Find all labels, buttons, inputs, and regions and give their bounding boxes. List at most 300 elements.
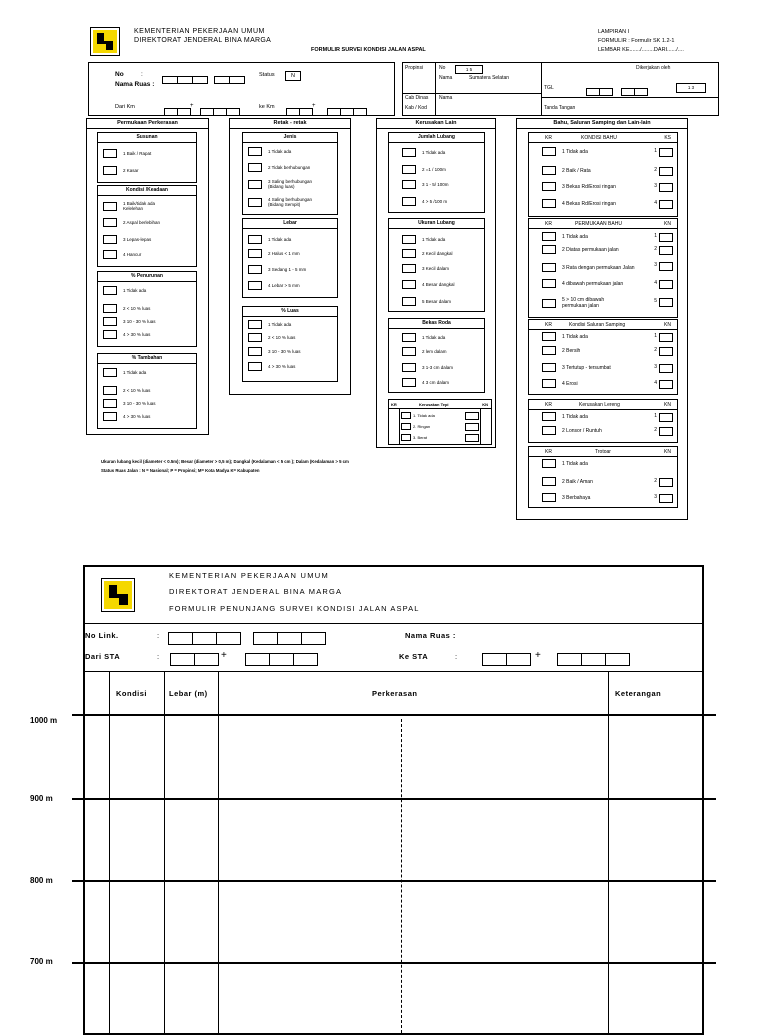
tepi-kn-label: KN <box>482 402 488 407</box>
tro-subtitle: Trotoar <box>595 449 611 455</box>
sal-subtitle: Kondisi Saluran Samping <box>569 322 626 328</box>
list-item[interactable] <box>402 333 445 342</box>
checkbox[interactable] <box>248 281 262 290</box>
bekas-roda-title: Bekas Roda <box>389 319 484 329</box>
list-item[interactable] <box>401 412 435 419</box>
option-label: 1 Tidak ada <box>268 149 292 154</box>
ministry-title: KEMENTERIAN PEKERJAAN UMUM <box>169 571 330 580</box>
option-label: 4 Saling berhubungan (Bidang Sempit) <box>268 197 313 207</box>
checkbox[interactable] <box>248 249 262 258</box>
list-item[interactable] <box>103 286 146 295</box>
list-item[interactable] <box>402 165 446 174</box>
ke-km-plus: + <box>312 103 316 109</box>
list-item[interactable] <box>103 317 156 326</box>
tepi-title: Kerusakan Tepi <box>419 402 449 407</box>
luas-section <box>242 306 338 382</box>
list-item[interactable] <box>248 281 300 290</box>
tepi-kr-label: KR <box>391 402 397 407</box>
tepi-kn-checkbox[interactable] <box>465 434 479 442</box>
list-item[interactable] <box>103 166 139 175</box>
kerusakan-lereng-section: KR Kerusakan Lereng KN 1 Tidak ada 2 Lonsor / Runtuh 1 2 <box>528 399 678 443</box>
option-label: 2. Ringan <box>413 424 431 429</box>
checkbox[interactable] <box>103 412 117 421</box>
checkbox[interactable] <box>402 333 416 342</box>
list-item[interactable] <box>542 459 588 468</box>
list-item[interactable] <box>248 347 301 356</box>
no-label: No <box>115 71 124 78</box>
checkbox[interactable] <box>402 378 416 387</box>
ministry-title: KEMENTERIAN PEKERJAAN UMUM <box>134 28 265 35</box>
list-item[interactable] <box>402 363 453 372</box>
list-item[interactable] <box>542 426 602 435</box>
kerusakan-lain-panel <box>376 118 496 448</box>
option-label: 1 Tidak ada <box>268 322 292 327</box>
list-item[interactable] <box>103 149 151 158</box>
kn-checkbox[interactable] <box>659 494 673 503</box>
list-item[interactable] <box>248 362 295 371</box>
list-item[interactable] <box>542 346 580 355</box>
ler-subtitle: Kerusakan Lereng <box>579 402 620 408</box>
option-label: 1 Tidak ada <box>562 333 588 340</box>
option-label: 2 Kecil dangkal <box>422 251 453 256</box>
no-input[interactable] <box>162 71 245 89</box>
option-label: 1 Tidak ada <box>422 335 446 340</box>
no-link-label: No Link. <box>85 631 119 640</box>
bahu-panel <box>516 118 688 520</box>
jumlah-lubang-section <box>388 132 485 213</box>
list-item[interactable] <box>103 201 157 211</box>
list-item[interactable] <box>103 386 150 395</box>
bahu-title: Bahu, Saluran Samping dan Lain-lain <box>517 119 687 129</box>
option-label: 3 10 - 30 % luas <box>268 349 301 354</box>
kerusakan-tepi-section <box>388 399 492 445</box>
propinsi-no-label: No <box>439 65 446 71</box>
list-item[interactable] <box>103 250 141 259</box>
option-label: 2 Aspal berlebihan <box>123 220 161 225</box>
list-item[interactable] <box>402 347 447 356</box>
checkbox[interactable] <box>103 166 117 175</box>
option-label: 2 Baik / Aman <box>562 478 593 485</box>
ler-kr-label: KR <box>545 402 552 408</box>
checkbox[interactable] <box>542 459 556 468</box>
sal-kn-label: KN <box>664 322 671 328</box>
list-item[interactable] <box>248 265 306 274</box>
dari-sta-colon: : <box>157 652 160 661</box>
propinsi-code-field[interactable]: 1 5 <box>455 65 483 74</box>
checkbox[interactable] <box>248 362 262 371</box>
checkbox[interactable] <box>542 332 556 341</box>
list-item[interactable] <box>103 304 150 313</box>
checkbox[interactable] <box>542 182 556 191</box>
option-label: 3 Lepas-lepas <box>123 237 152 242</box>
dari-sta-plus: + <box>221 650 227 661</box>
perm-subtitle: PERMUKAAN BAHU <box>575 221 622 227</box>
list-item[interactable] <box>401 434 427 441</box>
list-item[interactable] <box>542 147 588 156</box>
form-title: FORMULIR SURVEI KONDISI JALAN ASPAL <box>311 47 426 53</box>
checkbox[interactable] <box>542 232 556 241</box>
checkbox[interactable] <box>542 279 556 288</box>
option-label: 3 Kecil dalam <box>422 266 450 271</box>
checkbox[interactable] <box>542 199 556 208</box>
ke-sta-label: Ke STA <box>399 652 429 661</box>
list-item[interactable] <box>402 249 453 258</box>
tgl-year-field[interactable]: 1 3 <box>676 83 706 93</box>
checkbox[interactable] <box>542 379 556 388</box>
checkbox[interactable] <box>103 304 117 313</box>
station-label: 1000 m <box>30 716 58 725</box>
checkbox[interactable] <box>542 363 556 372</box>
lebar-title: Lebar <box>243 219 337 229</box>
jumlah-lubang-title: Jumlah Lubang <box>389 133 484 143</box>
trotoar-section: KR Trotoar KN 1 Tidak ada 2 Baik / Aman 3 Berbahaya 2 3 <box>528 446 678 508</box>
option-label: 5 > 10 cm dibawah permukaan jalan <box>562 297 605 309</box>
option-label: 5 Besar dalam <box>422 299 452 304</box>
checkbox[interactable] <box>542 346 556 355</box>
checkbox[interactable] <box>402 180 416 189</box>
kn-checkbox[interactable] <box>659 298 673 307</box>
option-label: 1 Tidak ada <box>422 237 446 242</box>
list-item[interactable] <box>542 245 619 254</box>
checkbox[interactable] <box>103 317 117 326</box>
dari-km-label: Dari Km <box>115 104 135 110</box>
option-label: 4 Lebar > 5 mm <box>268 283 300 288</box>
bahu-subtitle: KONDISI BAHU <box>581 135 617 141</box>
kn-checkbox[interactable] <box>659 413 673 422</box>
ke-sta-plus: + <box>535 650 541 661</box>
list-item[interactable] <box>103 399 156 408</box>
kn-checkbox[interactable] <box>659 280 673 289</box>
tanda-tangan-label: Tanda Tangan <box>544 105 576 111</box>
kn-checkbox[interactable] <box>659 478 673 487</box>
checkbox[interactable] <box>103 202 117 211</box>
list-item[interactable] <box>103 235 151 244</box>
checkbox[interactable] <box>542 477 556 486</box>
province-box <box>402 62 542 116</box>
road-id-box <box>88 62 395 116</box>
checkbox[interactable] <box>248 265 262 274</box>
kn-checkbox[interactable] <box>659 427 673 436</box>
ukuran-lubang-title: Ukuran Lubang <box>389 219 484 229</box>
list-item[interactable] <box>248 179 322 189</box>
checkbox[interactable] <box>542 426 556 435</box>
option-label: 1 Tidak ada <box>562 460 588 467</box>
checkbox[interactable] <box>103 330 117 339</box>
list-item[interactable] <box>103 330 150 339</box>
ke-sta-meter-input[interactable] <box>557 651 630 669</box>
option-label: 3 Bekas Rd/Erosi ringan <box>562 183 616 190</box>
formulir-label: FORMULIR : Formulir SK 1.2-1 <box>598 38 675 44</box>
susunan-title: Susunan <box>98 133 196 143</box>
list-item[interactable] <box>542 297 626 309</box>
option-label: 3 1-3 cm dalam <box>422 365 454 370</box>
list-item[interactable] <box>103 218 160 227</box>
propinsi-label: Propinsi <box>405 65 424 71</box>
note-line-1: Ukuran lubang kecil (diameter < 0.5m); Besar (diameter > 0,5 m); Dangkal (Kedalaman < 5 cm ); Dalam (Kedalaman > 5 cm <box>101 459 349 464</box>
list-item[interactable] <box>542 493 590 502</box>
option-label: 2 Tidak berhubungan <box>268 165 311 170</box>
checkbox[interactable] <box>402 264 416 273</box>
ke-sta-colon: : <box>455 652 458 661</box>
list-item[interactable] <box>542 263 646 272</box>
ke-sta-input[interactable] <box>482 651 531 669</box>
kn-checkbox[interactable] <box>659 262 673 271</box>
list-item[interactable] <box>402 180 449 189</box>
list-item[interactable] <box>103 368 146 377</box>
kn-checkbox[interactable] <box>659 347 673 356</box>
checkbox[interactable] <box>103 218 117 227</box>
option-label: 2 lem dalam <box>422 349 447 354</box>
luas-title: % Luas <box>243 307 337 317</box>
option-label: 1 Tidak ada <box>123 288 147 293</box>
directorate-title: DIREKTORAT JENDERAL BINA MARGA <box>134 37 272 44</box>
kerusakan-lain-title: Kerusakan Lain <box>377 119 495 129</box>
dari-sta-input[interactable] <box>170 651 219 669</box>
kondisi-section <box>97 185 197 267</box>
kondisi-bahu-section: KR KONDISI BAHU KS 1 Tidak ada 2 Baik / Rata 3 Bekas Rd/Erosi ringan 4 Bekas Rd/Erosi ringan 1 2 3 4 <box>528 132 678 217</box>
status-field[interactable]: N <box>285 71 301 81</box>
kn-checkbox[interactable] <box>659 233 673 242</box>
column-header-keterangan: Keterangan <box>615 689 662 698</box>
checkbox[interactable] <box>402 148 416 157</box>
option-label: 1. Tidak ada <box>413 413 435 418</box>
no-link-input[interactable] <box>168 630 326 648</box>
option-label: 1 Tidak ada <box>123 370 147 375</box>
penurunan-section <box>97 271 197 347</box>
column-header-perkerasan: Perkerasan <box>372 689 418 698</box>
list-item[interactable] <box>402 197 447 206</box>
option-label: 2 Baik / Rata <box>562 167 591 174</box>
dari-sta-meter-input[interactable] <box>245 651 318 669</box>
no-link-colon: : <box>157 631 160 640</box>
list-item[interactable] <box>402 280 455 289</box>
checkbox[interactable] <box>402 235 416 244</box>
cab-dinas-nama-label: Nama <box>439 95 453 101</box>
station-label: 700 m <box>30 957 53 966</box>
option-label: 4 3 cm dalam <box>422 380 450 385</box>
list-item[interactable] <box>402 264 449 273</box>
tro-kn-label: KN <box>664 449 671 455</box>
checkbox[interactable] <box>248 235 262 244</box>
list-item[interactable] <box>248 147 291 156</box>
status-label: Status <box>259 72 275 78</box>
checkbox[interactable] <box>103 368 117 377</box>
list-item[interactable] <box>248 235 291 244</box>
option-label: 2 < 10 % luas <box>123 388 151 393</box>
ks-checkbox[interactable] <box>659 200 673 209</box>
list-item[interactable] <box>542 279 623 288</box>
option-label: 4 > 30 % luas <box>268 364 296 369</box>
option-label: 3 10 - 30 % luas <box>123 319 156 324</box>
option-label: 3 Saling berhubungan (Bidang luas) <box>268 179 313 189</box>
list-item[interactable] <box>103 412 150 421</box>
option-label: 4 Besar dangkal <box>422 282 455 287</box>
bahu-ks-label: KS <box>664 135 671 141</box>
list-item[interactable] <box>248 249 300 258</box>
option-label: 4 Hancur <box>123 252 142 257</box>
option-label: 2 Kasar <box>123 168 139 173</box>
retak-title: Retak - retak <box>230 119 350 129</box>
checkbox[interactable] <box>402 363 416 372</box>
checkbox[interactable] <box>402 297 416 306</box>
option-label: 2 Lonsor / Runtuh <box>562 427 602 434</box>
tambahan-section <box>97 353 197 429</box>
cab-dinas-label: Cab Dinas <box>405 95 429 101</box>
option-label: 4 Erosi <box>562 380 578 387</box>
tgl-input[interactable] <box>586 83 648 101</box>
option-label: 1 Tidak ada <box>422 150 446 155</box>
option-label: 4 > 30 % luas <box>123 414 151 419</box>
list-item[interactable] <box>402 235 445 244</box>
dari-km-plus: + <box>190 103 194 109</box>
checkbox[interactable] <box>248 333 262 342</box>
checkbox[interactable] <box>542 245 556 254</box>
list-item[interactable] <box>248 163 310 172</box>
list-item[interactable] <box>401 423 430 430</box>
jenis-title: Jenis <box>243 133 337 143</box>
column-header-kondisi: Kondisi <box>116 689 147 698</box>
list-item[interactable] <box>402 148 445 157</box>
list-item[interactable] <box>402 297 451 306</box>
list-item[interactable] <box>248 320 291 329</box>
station-label: 800 m <box>30 876 53 885</box>
list-item[interactable] <box>542 199 616 208</box>
list-item[interactable] <box>248 333 295 342</box>
pu-logo <box>101 578 135 612</box>
bekas-roda-section <box>388 318 485 393</box>
ukuran-lubang-section <box>388 218 485 312</box>
ks-checkbox[interactable] <box>659 148 673 157</box>
jenis-section <box>242 132 338 215</box>
list-item[interactable] <box>542 363 611 372</box>
checkbox[interactable] <box>103 286 117 295</box>
option-label: 3. Berat <box>413 435 428 440</box>
bottom-form <box>83 565 704 1035</box>
tro-kr-label: KR <box>545 449 552 455</box>
propinsi-nama-label: Nama <box>439 75 453 81</box>
nama-ruas-label: Nama Ruas : <box>405 631 456 640</box>
retak-panel <box>229 118 351 395</box>
checkbox[interactable] <box>542 493 556 502</box>
list-item[interactable] <box>542 182 616 191</box>
option-label: 1 Baik / Rapat <box>123 151 152 156</box>
checkbox[interactable] <box>542 147 556 156</box>
permukaan-bahu-section: KR PERMUKAAN BAHU KN 1 Tidak ada 2 Diatas permukaan jalan 3 Rata dengan permukaan Jalan 4 dibawah permukaan jalan 5 > 10 cm dibawah permukaan jalan 1 2 3 4 5 <box>528 218 678 318</box>
checkbox[interactable] <box>248 180 262 189</box>
tambahan-title: % Tambahan <box>98 354 196 364</box>
option-label: 4 > 30 % luas <box>123 332 151 337</box>
checkbox[interactable] <box>103 149 117 158</box>
ke-km-label: ke Km <box>259 104 275 110</box>
option-label: 1 Tidak ada <box>562 148 588 155</box>
kn-checkbox[interactable] <box>659 333 673 342</box>
column-header-lebar: Lebar (m) <box>169 689 208 698</box>
list-item[interactable] <box>248 197 322 207</box>
option-label: 2 Halus < 1 mm <box>268 251 300 256</box>
list-item[interactable] <box>542 332 588 341</box>
option-label: 1 Tidak ada <box>562 233 588 240</box>
checkbox[interactable] <box>402 249 416 258</box>
list-item[interactable] <box>542 379 578 388</box>
checkbox[interactable] <box>542 299 556 308</box>
checkbox[interactable] <box>402 347 416 356</box>
checkbox[interactable] <box>103 386 117 395</box>
list-item[interactable] <box>542 412 588 421</box>
lebar-section <box>242 218 338 298</box>
dari-sta-label: Dari STA <box>85 652 121 661</box>
ks-checkbox[interactable] <box>659 183 673 192</box>
tepi-kn-checkbox[interactable] <box>465 412 479 420</box>
option-label: 2 Bersih <box>562 347 581 354</box>
checkbox[interactable] <box>103 399 117 408</box>
kn-checkbox[interactable] <box>659 364 673 373</box>
checkbox[interactable] <box>402 280 416 289</box>
option-label: 3 Rata dengan permukaan Jalan <box>562 264 635 271</box>
checkbox[interactable] <box>542 166 556 175</box>
checkbox[interactable] <box>248 147 262 156</box>
checkbox[interactable] <box>542 412 556 421</box>
checkbox[interactable] <box>401 412 411 419</box>
list-item[interactable] <box>542 232 588 241</box>
checkbox[interactable] <box>248 198 262 207</box>
option-label: 3 10 - 30 % luas <box>123 401 156 406</box>
permukaan-perkerasan-title: Permukaan Perkerasan <box>87 119 208 129</box>
penurunan-title: % Penurunan <box>98 272 196 282</box>
checkbox[interactable] <box>402 197 416 206</box>
ks-checkbox[interactable] <box>659 167 673 176</box>
kab-kod-label: Kab / Kod <box>405 105 427 111</box>
kn-checkbox[interactable] <box>659 380 673 389</box>
nama-ruas-label: Nama Ruas : <box>115 81 155 88</box>
list-item[interactable] <box>542 477 593 486</box>
list-item[interactable] <box>542 166 591 175</box>
checkbox[interactable] <box>248 163 262 172</box>
bahu-kr-label: KR <box>545 135 552 141</box>
option-label: 4 > 5 /100 m <box>422 199 448 204</box>
option-label: 3 Tertutup - tersumbat <box>562 364 611 371</box>
option-label: 1 Tidak ada <box>562 413 588 420</box>
directorate-title: DIREKTORAT JENDERAL BINA MARGA <box>169 587 343 596</box>
option-label: 2 < 10 % luas <box>123 306 151 311</box>
saluran-samping-section: KR Kondisi Saluran Samping KN 1 Tidak ada 2 Bersih 3 Tertutup - tersumbat 4 Erosi 1 2 3 4 <box>528 319 678 395</box>
ler-kn-label: KN <box>664 402 671 408</box>
checkbox[interactable] <box>401 423 411 430</box>
checkbox[interactable] <box>402 165 416 174</box>
sal-kr-label: KR <box>545 322 552 328</box>
checkbox[interactable] <box>542 263 556 272</box>
option-label: 2 Diatas permukaan jalan <box>562 246 619 253</box>
checkbox[interactable] <box>401 434 411 441</box>
option-label: 4 Bekas Rd/Erosi ringan <box>562 200 616 207</box>
checkbox[interactable] <box>103 235 117 244</box>
checkbox[interactable] <box>103 250 117 259</box>
kn-checkbox[interactable] <box>659 246 673 255</box>
propinsi-name: Sumatera Selatan <box>469 75 510 81</box>
option-label: 2 =1 / 100m <box>422 167 446 172</box>
checkbox[interactable] <box>248 320 262 329</box>
permukaan-perkerasan-panel <box>86 118 209 435</box>
checkbox[interactable] <box>248 347 262 356</box>
tepi-kn-checkbox[interactable] <box>465 423 479 431</box>
dikerjakan-label: Dikerjakan oleh <box>636 65 671 71</box>
form-title: FORMULIR PENUNJANG SURVEI KONDISI JALAN ASPAL <box>169 604 420 613</box>
option-label: 1 Tidak ada <box>268 237 292 242</box>
lembar-label: LEMBAR KE......./........DARI....../.... <box>598 47 684 53</box>
list-item[interactable] <box>402 378 449 387</box>
option-label: 2 < 10 % luas <box>268 335 296 340</box>
pu-logo <box>90 27 120 56</box>
perm-kr-label: KR <box>545 221 552 227</box>
